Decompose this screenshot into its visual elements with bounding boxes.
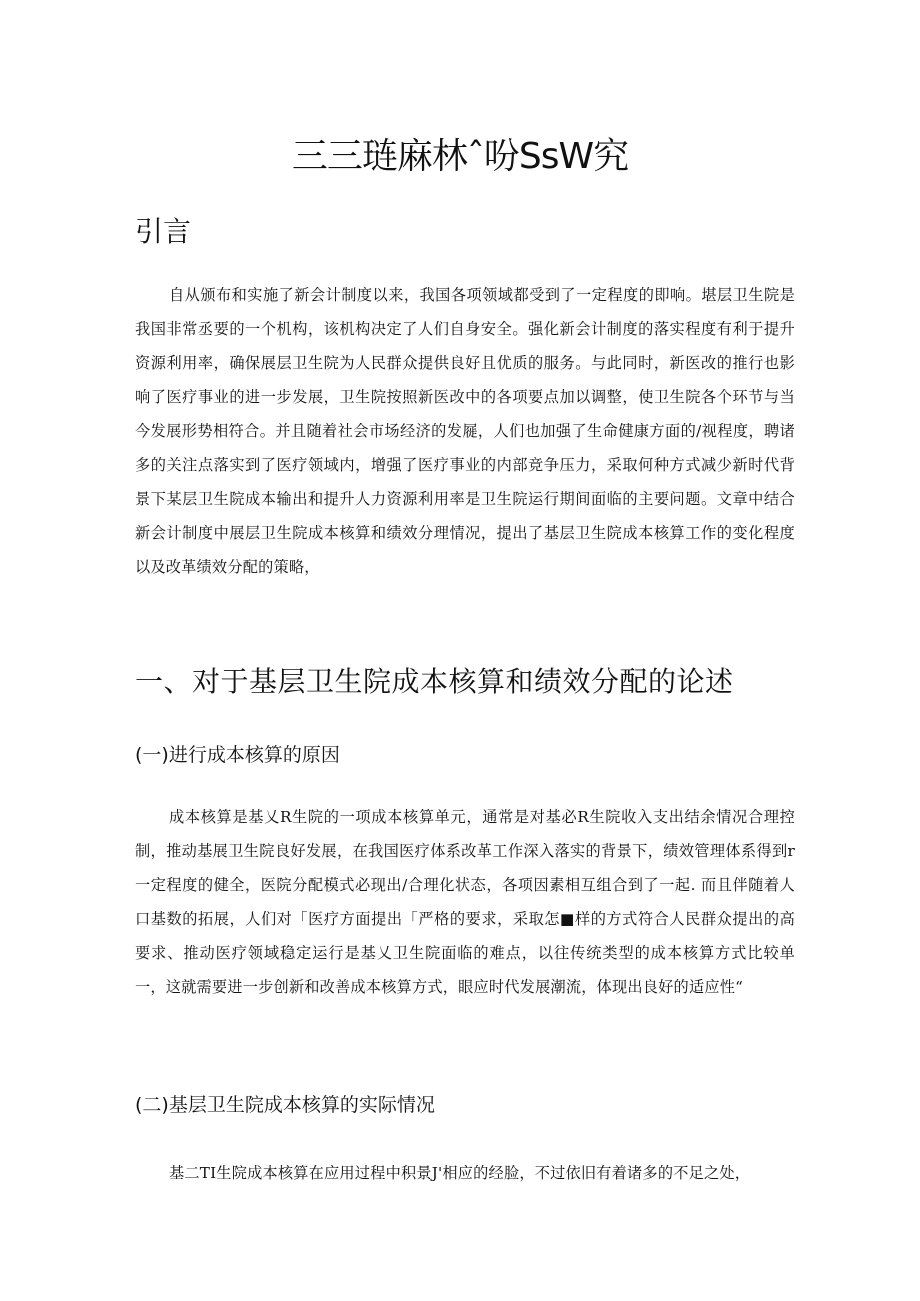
- subsection-1-paragraph: 成本核算是基乂R生院的一项成本核算单元，通常是对基必R生院收入支出结余情况合理控制，推动基展卫生院良好发展，在我国医疗体系改革工作深入落实的背景下，绩效管理体系得到r一定程度的健全，医院分配模式必现出/合理化状态，各项因素相互组合到了一起. 而且伴随着人口基数的拓展，人们对「医疗方面提出「严格的要求，采取怎■样的方式符合人民群众提出的高要求、推动医疗领域稳定运行是基乂卫生院面临的难点，以往传统类型的成本核算方式比较单一，这就需要进一步创新和改善成本核算方式，眼应时代发展潮流，体现出良好的适应性“: [135, 808, 795, 996]
- subsection-2-paragraph: 基二TI生院成本核算在应用过程中积景J'相应的经脸，不过依旧有着诸多的不足之处，: [169, 1164, 751, 1182]
- subsection-2-heading: (二)基层卫生院成本核算的实际情况: [135, 1094, 435, 1116]
- intro-paragraph: 自从颁布和实施了新会计制度以来，我国各项领域都受到了一定程度的即响。堪层卫生院是我国非常丞要的一个机构，该机构决定了人们自身安全。强化新会计制度的落实程度有利于提升资源利用率，确保展层卫生院为人民群众提供良好且优质的服务。与此同时，新医改的推行也影响了医疗事业的进一步发展，卫生院按照新医改中的各项要点加以调整，使卫生院各个环节与当今发展形势相符合。并且随着社会市场经济的发屣，人们也加强了生命健康方面的/视程度，聘诸多的关注点落实到了医疗领域内，增强了医疗事业的内部竞争压力，采取何种方式减少新时代背景下某层卫生院成本输出和提升人力资源利用率是卫生院运行期间面临的主要问题。文章中结合新会计制度中展层卫生院成本核算和绩效分理情况，提出了基层卫生院成本核算工作的变化程度以及改革绩效分配的策略，: [135, 286, 795, 576]
- intro-heading: 引言: [135, 215, 192, 248]
- subsection-1-heading: (一)进行成本核算的原因: [135, 744, 340, 766]
- section-1-heading: 一、对于基层卫生院成本核算和绩效分配的论述: [135, 665, 734, 698]
- document-title: 三三琏麻林ˆ吩SsW究: [291, 136, 629, 177]
